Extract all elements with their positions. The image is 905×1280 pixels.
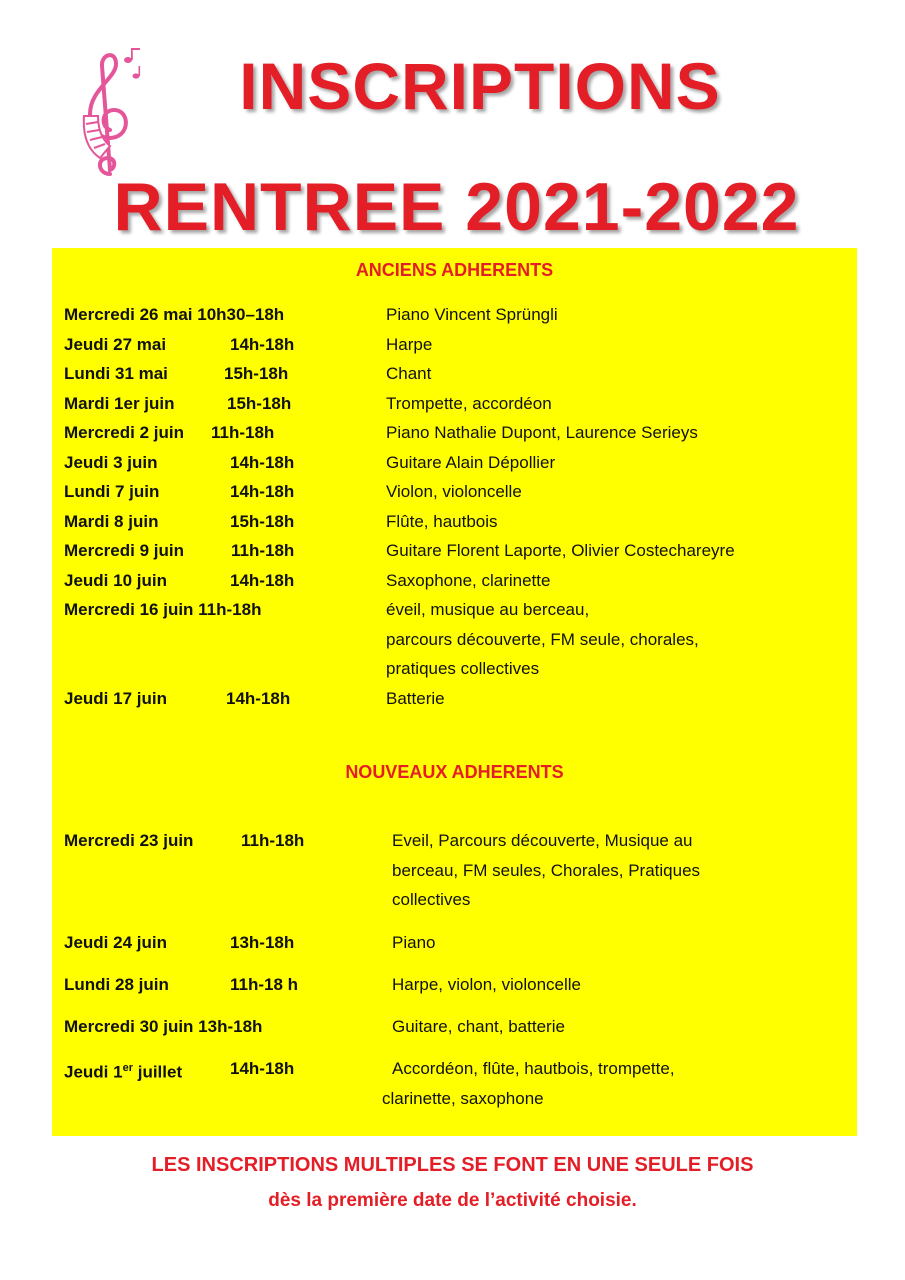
schedule-activity [392, 970, 581, 1000]
schedule-activity [386, 448, 555, 478]
schedule-time: 15h-18h [230, 512, 295, 531]
schedule-panel [52, 248, 857, 1136]
activity-line: Saxophone, clarinette [386, 571, 551, 590]
day-superscript: er [122, 1062, 133, 1074]
heading-nouveaux: NOUVEAUX ADHERENTS [345, 762, 564, 782]
schedule-activity [386, 477, 522, 507]
schedule-activity [386, 359, 431, 389]
schedule-activity [386, 418, 698, 448]
schedule-activity [386, 507, 498, 537]
schedule-activity [392, 1012, 565, 1042]
schedule-time: 11h-18 h [230, 975, 299, 994]
schedule-time: 11h-18h [241, 831, 305, 850]
activity-line: Violon, violoncelle [386, 482, 522, 501]
title-rentree: RENTREE 2021-2022 [113, 169, 800, 245]
schedule-activity [386, 536, 735, 566]
schedule-day: Lundi 28 juin [64, 975, 169, 994]
activity-line: Accordéon, flûte, hautbois, trompette, [392, 1059, 675, 1078]
schedule-time: 14h-18h [226, 689, 291, 708]
activity-line: Chant [386, 364, 432, 383]
schedule-activity [386, 566, 550, 596]
activity-line: Piano Nathalie Dupont, Laurence Serieys [386, 423, 698, 442]
activity-line: parcours découverte, FM seule, chorales, [386, 629, 699, 649]
activity-line: Piano Vincent Sprüngli [386, 305, 558, 324]
schedule-activity [392, 826, 700, 915]
activity-line: Batterie [386, 689, 445, 708]
schedule-day: Mercredi 30 juin 13h-18h [64, 1017, 263, 1036]
schedule-day: Mardi 8 juin [64, 512, 159, 531]
day-text-tail: juillet [133, 1062, 183, 1082]
schedule-activity [386, 684, 445, 714]
schedule-time: 11h-18h [211, 423, 275, 442]
activity-line: Guitare, chant, batterie [392, 1017, 565, 1036]
day-text: Jeudi 1 [64, 1062, 123, 1082]
schedule-activity [386, 389, 552, 419]
schedule-time: 14h-18h [230, 482, 295, 501]
activity-line: Flûte, hautbois [386, 512, 498, 531]
schedule-day: Mercredi 2 juin [64, 423, 184, 442]
activity-line: Harpe, violon, violoncelle [392, 975, 581, 994]
activity-line: pratiques collectives [386, 659, 540, 678]
schedule-day: Jeudi 10 juin [64, 571, 167, 590]
schedule-time: 14h-18h [230, 1059, 295, 1078]
activity-line: berceau, FM seules, Chorales, Pratiques [392, 860, 701, 880]
schedule-day: Jeudi 17 juin [64, 689, 167, 708]
schedule-day: Mercredi 23 juin [64, 831, 194, 850]
schedule-day: Mercredi 16 juin 11h-18h [64, 600, 262, 619]
schedule-time: 14h-18h [230, 453, 295, 472]
footer-line-1: LES INSCRIPTIONS MULTIPLES SE FONT EN UNE SEULE FOIS [151, 1154, 754, 1176]
activity-line: éveil, musique au berceau, [386, 600, 590, 619]
activity-line: Harpe [386, 335, 433, 354]
schedule-time: 14h-18h [230, 335, 295, 354]
schedule-day: Mercredi 9 juin [64, 541, 184, 560]
activity-line: Guitare Florent Laporte, Olivier Costechareyre [386, 541, 735, 560]
activity-line: Trompette, accordéon [386, 394, 552, 413]
activity-line: Piano [392, 933, 436, 952]
title-inscriptions: INSCRIPTIONS [239, 49, 721, 123]
heading-anciens: ANCIENS ADHERENTS [355, 260, 554, 280]
schedule-time: 15h-18h [227, 394, 292, 413]
schedule-day [64, 1054, 182, 1087]
schedule-day: Mercredi 26 mai 10h30–18h [64, 305, 285, 324]
schedule-activity [392, 928, 435, 958]
schedule-activity [386, 330, 432, 360]
activity-line: clarinette, saxophone [382, 1088, 544, 1108]
schedule-day: Jeudi 24 juin [64, 933, 167, 952]
schedule-time: 14h-18h [230, 571, 295, 590]
schedule-activity [386, 595, 699, 684]
schedule-time: 13h-18h [230, 933, 295, 952]
schedule-day: Mardi 1er juin [64, 394, 175, 413]
activity-line: collectives [392, 890, 471, 909]
schedule-time: 11h-18h [231, 541, 295, 560]
activity-line: Eveil, Parcours découverte, Musique au [392, 831, 693, 850]
schedule-day: Jeudi 27 mai [64, 335, 167, 354]
schedule-day: Lundi 31 mai [64, 364, 168, 383]
schedule-activity [382, 1054, 675, 1113]
footer-line-2: dès la première date de l’activité choisie. [268, 1190, 637, 1211]
schedule-day: Lundi 7 juin [64, 482, 160, 501]
schedule-time: 15h-18h [224, 364, 289, 383]
schedule-day: Jeudi 3 juin [64, 453, 158, 472]
activity-line: Guitare Alain Dépollier [386, 453, 556, 472]
schedule-activity [386, 300, 558, 330]
